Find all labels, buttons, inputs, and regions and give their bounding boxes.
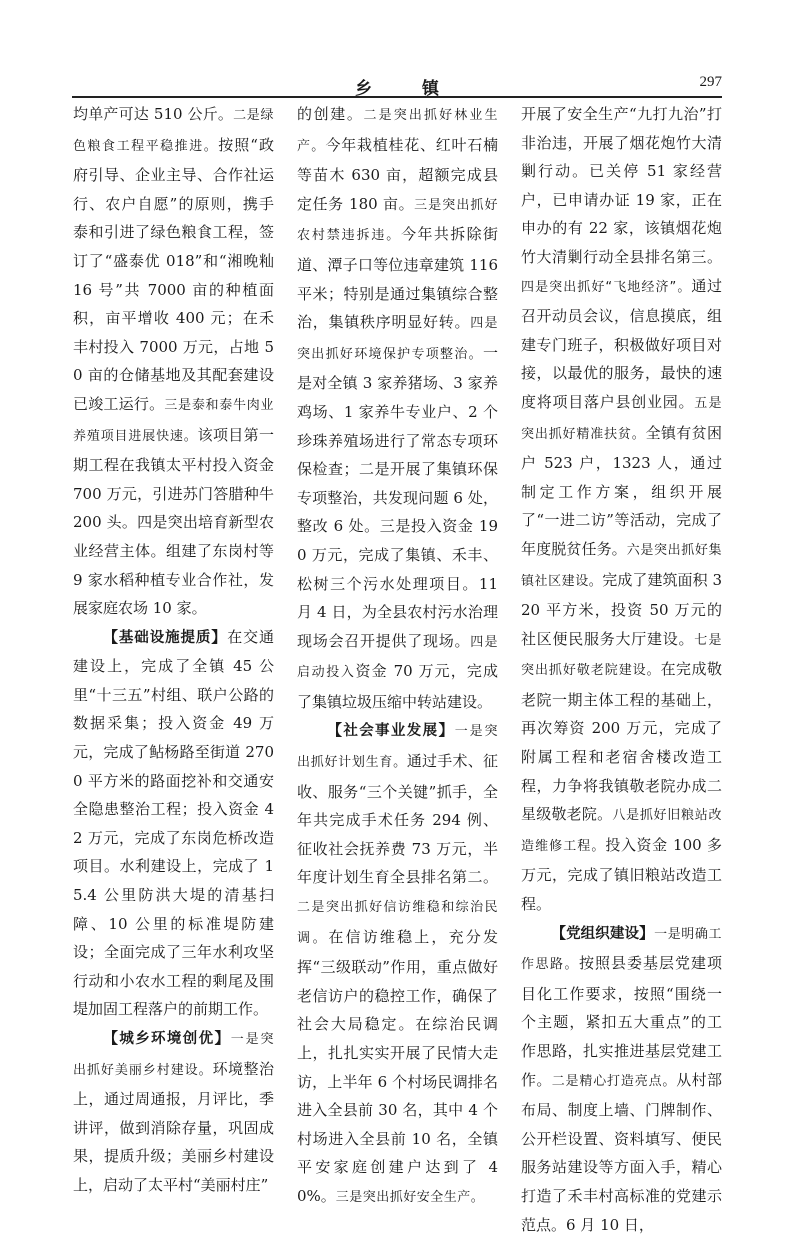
header-divider	[72, 96, 722, 98]
paragraph	[73, 100, 274, 623]
body-text: 该项目第一期工程在我镇太平村投入资金 700 万元，引进苏门答腊种牛 200 头。四是突出培育新型农业经营主体。组建了东岗村等 9 家水稻种植专业合作社，发展家庭农场 10 家。	[73, 425, 274, 618]
body-text: 在信访维稳上，充分发挥“三级联动”作用，重点做好老信访户的稳控工作，确保了社会大局稳定。在综治民调上，扎扎实实开展了民情大走访，上半年 6 个村场民调排名进入全县前 30 名，其中 4 个村场进入全县前 10 名，全镇平安家庭创建户达到了 40%。	[297, 927, 498, 1205]
paragraph	[73, 623, 274, 1024]
column-2	[297, 100, 498, 1205]
body-text: 按照县委基层党建项目化工作要求，按照“围绕一个主题，紧扣五大重点”的工作思路，扎实推进基层党建工作。	[521, 954, 722, 1089]
emphasis-text: 四是突出抓好环境保护专项整治。	[297, 316, 498, 362]
emphasis-text: 四是启动投入	[297, 634, 498, 681]
emphasis-text: 一是明确工作思路。	[521, 926, 722, 973]
section-heading: 基础设施提质	[118, 629, 212, 646]
heading-bracket: 【	[551, 923, 567, 942]
paragraph	[297, 716, 498, 1212]
paragraph	[73, 1024, 274, 1200]
body-text: 资金 70 万元，完成了集镇垃圾压缩中转站建设。	[297, 662, 498, 711]
heading-bracket: 【	[103, 1029, 120, 1047]
emphasis-text: 二是突出抓好林业生产。	[297, 108, 498, 154]
emphasis-text: 七是突出抓好敬老院建设。	[521, 632, 722, 679]
body-text: 均单产可达 510 公斤。	[73, 105, 234, 123]
emphasis-text: 三是突出抓好安全生产。	[335, 1189, 485, 1205]
body-text: 完成了建筑面积 320 平方米，投资 50 万元的社区便民服务大厅建设。	[521, 570, 722, 648]
paragraph	[521, 919, 722, 1239]
heading-bracket: 】	[438, 721, 455, 740]
emphasis-text: 八是抓好旧粮站改造维修工程。	[521, 808, 722, 854]
text-columns	[73, 100, 723, 1234]
page-number: 297	[699, 74, 722, 90]
body-text: 的创建。	[297, 105, 364, 123]
body-text: 全镇有贫困户 523 户，1323 人，通过制定工作方案，组织开展了“一进二访”等活动，完成了年度脱贫任务。	[521, 423, 722, 558]
body-text: 投入资金 100 多万元，完成了镇旧粮站改造工程。	[521, 835, 722, 914]
column-1	[73, 100, 274, 1194]
emphasis-text: 三是突出抓好农村禁违拆违。	[297, 197, 498, 244]
heading-bracket: 】	[211, 627, 228, 646]
emphasis-text: 二是精心打造亮点。	[551, 1073, 677, 1089]
emphasis-text: 一是突出抓好美丽乡村建设。	[73, 1032, 274, 1078]
body-text: 今年共拆除街道、潭子口等位违章建筑 116 平米；特别是通过集镇综合整治，集镇秩序明显好转。	[297, 225, 498, 332]
emphasis-text: 五是突出抓好精准扶贫。	[521, 395, 722, 442]
body-text: 通过召开动员会议，信息摸底，组建专门班子，积极做好项目对接，以最优的服务，最快的速度将项目落户县创业园。	[521, 276, 722, 411]
body-text: 开展了安全生产“九打九治”打非治违，开展了烟花炮竹大清剿行动。已关停 51 家经营户，已申请办证 19 家，正在申办的有 22 家，该镇烟花炮竹大清剿行动全县排名第三。	[521, 105, 722, 266]
section-heading: 城乡环境创优	[119, 1031, 215, 1047]
body-text: 在交通建设上，完成了全镇 45 公里“十三五”村组、联户公路的数据采集；投入资金 49 万元，完成了鲇杨路至街道 2700 平方米的路面挖补和交通安全隐患整治工程；投入资金 42 万元，完成了东岗危桥改造项目。水利建设上，完成了 15.4 公里防洪大堤的清基扫障、10 公里的标准堤防建设；全面完成了三年水利攻坚行动和小农水工程的剩尾及围堤加固工程落户的前期工作。	[73, 627, 274, 1019]
column-3	[521, 100, 722, 1234]
heading-bracket: 【	[327, 721, 344, 740]
emphasis-text: 二是绿色粮食工程平稳推进。	[73, 108, 274, 154]
body-text: 通过手术、征收、服务“三个关键”抓手，全年共完成手术任务 294 例、征收社会抚养费 73 万元，半年度计划生育全县排名第二。	[297, 752, 498, 887]
section-heading: 党组织建设	[566, 925, 640, 942]
body-text: 从村部布局、制度上墙、门牌制作、公开栏设置、资料填写、便民服务站建设等方面入手，精心打造了禾丰村高标准的党建示范点。6 月 10 日，	[521, 1070, 722, 1234]
body-text: 按照“政府引导、企业主导、合作社运行、农户自愿”的原则，携手泰和引进了绿色粮食工程，签订了“盛泰优 018”和“湘晚籼 16 号”共 7000 亩的种植面积，亩平增收 400 元；在禾丰村投入 7000 万元，占地 50 亩的仓储基地及其配套建设已竣工运行。	[73, 135, 274, 413]
emphasis-text: 四是突出抓好“飞地经济”。	[521, 279, 692, 295]
emphasis-text: 三是泰和泰牛肉业养殖项目进展快速。	[73, 397, 274, 444]
paragraph	[521, 100, 722, 919]
section-heading: 社会事业发展	[343, 723, 439, 740]
body-text: 一是对全镇 3 家养猪场、3 家养鸡场、1 家养牛专业户、2 个珍珠养殖场进行了常态专项环保检查；二是开展了集镇环保专项整治，共发现问题 6 处，整改 6 处。三是投入资金 190 万元，完成了集镇、禾丰、松树三个污水处理项目。11 月 4 日，为全县农村污水治理现场会召开提供了现场。	[297, 343, 498, 650]
emphasis-text: 六是突出抓好集镇社区建设。	[521, 542, 722, 589]
body-text: 今年栽植桂花、红叶石楠等苗木 630 亩，超额完成县定任务 180 亩。	[297, 135, 498, 213]
body-text: 环境整治上，通过周通报，月评比，季讲评，做到消除存量，巩固成果，提质升级；美丽乡村建设上，启动了太平村“美丽村庄”	[73, 1059, 274, 1194]
emphasis-text: 一是突出抓好计划生育。	[297, 724, 498, 771]
heading-bracket: 【	[103, 627, 119, 646]
emphasis-text: 二是突出抓好信访维稳和综治民调。	[297, 900, 498, 946]
heading-bracket: 】	[214, 1029, 231, 1047]
body-text: 在完成敬老院一期主体工程的基础上，再次筹资 200 万元，完成了附属工程和老宿舍楼改造工程，力争将我镇敬老院办成二星级敬老院。	[521, 660, 722, 824]
heading-bracket: 】	[639, 923, 655, 942]
page-title: 乡 镇	[355, 79, 461, 99]
paragraph	[297, 100, 498, 716]
page-header	[72, 72, 722, 99]
